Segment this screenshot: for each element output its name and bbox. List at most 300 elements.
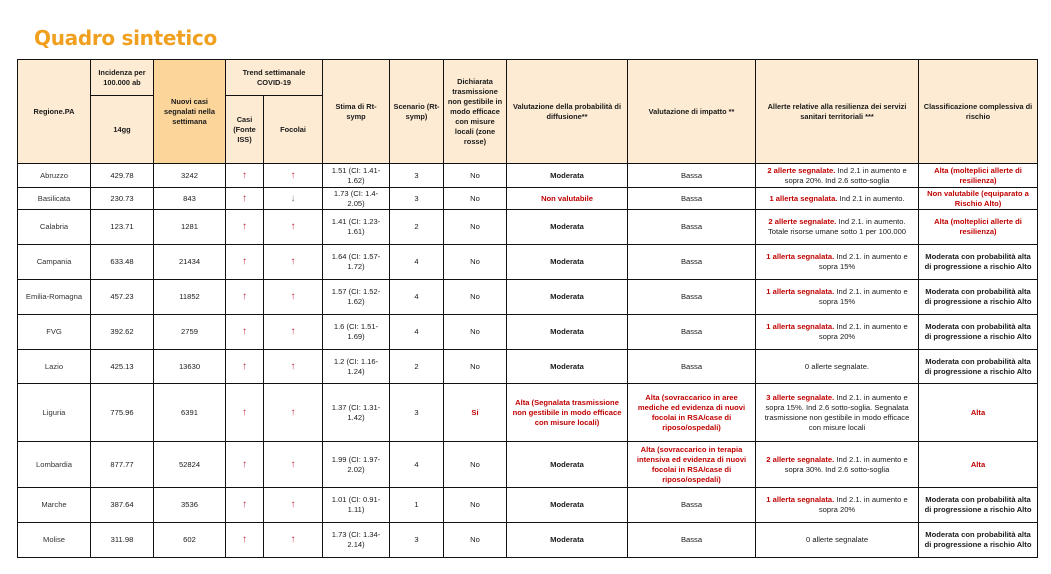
cell-stima [323,210,390,245]
alert-detail: Ind 2.1. in aumento e sopra 15% [818,287,908,306]
cell-regione-text: Marche [41,500,67,509]
cell-probabilita-text: Moderata [550,257,584,266]
cell-scenario [390,315,444,350]
cell-classificazione [919,350,1038,384]
cell-scenario-text: 3 [414,170,419,180]
arrow-up-icon: ↑ [242,406,247,418]
cell-nuovi-casi [154,164,226,188]
cell-probabilita [507,315,628,350]
cell-focolai-trend [264,315,323,350]
cell-scenario-text: 3 [414,535,419,544]
cell-nuovi-casi-text: 52824 [178,459,201,469]
cell-casi-trend [226,280,264,315]
cell-probabilita [507,188,628,210]
cell-regione [18,442,91,488]
arrow-up-icon: ↑ [290,360,296,372]
cell-dichiarata-text: No [470,193,480,203]
cell-stima [323,188,390,210]
cell-nuovi-casi [154,210,226,245]
cell-stima [323,164,390,188]
table-row [18,164,1038,188]
cell-incidenza [91,350,154,384]
cell-dichiarata-text: No [470,459,480,469]
cell-allerte [756,350,919,384]
cell-classificazione [919,245,1038,280]
cell-stima-text: 1.01 (CI: 0.91-1.11) [331,495,381,514]
cell-incidenza [91,164,154,188]
cell-nuovi-casi-text: 11852 [179,292,200,301]
header-impatto: Valutazione di impatto ** [628,60,756,164]
cell-dichiarata [444,280,507,315]
header-casi: Casi (Fonte ISS) [226,96,264,164]
cell-regione [18,164,91,188]
cell-incidenza-text: 633.48 [110,257,134,266]
alert-detail: Ind 2.1. in aumento e sopra 20% [818,322,908,341]
cell-classificazione-text: Alta [970,459,986,469]
cell-focolai-trend [264,188,323,210]
cell-allerte [756,384,919,442]
cell-allerte [756,280,919,315]
cell-nuovi-casi [154,488,226,523]
arrow-up-icon: ↑ [290,256,296,267]
alert-count: 1 allerta segnalata. [766,287,835,296]
table-row [18,210,1038,245]
cell-probabilita [507,210,628,245]
header-incidenza: Incidenza per 100.000 ab [91,60,154,96]
cell-scenario-text: 2 [414,361,419,371]
cell-incidenza-text: 775.96 [110,407,134,417]
cell-nuovi-casi-text: 843 [183,193,196,203]
cell-incidenza-text: 425.13 [110,361,134,371]
header-nuovi-casi: Nuovi casi segnalati nella settimana [154,60,226,164]
cell-dichiarata [444,442,507,488]
cell-incidenza [91,315,154,350]
cell-dichiarata [444,384,507,442]
arrow-up-icon: ↑ [290,458,296,470]
cell-incidenza-text: 429.78 [110,170,134,180]
cell-scenario-text: 3 [414,407,419,417]
cell-probabilita-text: Moderata [550,361,584,371]
arrow-up-icon: ↑ [242,534,247,545]
cell-casi-trend [226,188,264,210]
cell-impatto-text: Bassa [680,500,703,509]
header-incidenza-14gg: 14gg [91,96,154,164]
arrow-up-icon: ↑ [290,169,296,181]
cell-incidenza [91,188,154,210]
cell-classificazione-text: Moderata con probabilità alta di progressione a rischio Alto [924,356,1032,376]
table-row [18,188,1038,210]
cell-probabilita-text: Moderata [550,327,584,336]
cell-dichiarata-text: No [470,361,480,371]
table-row [18,442,1038,488]
alert-detail: Ind 2.1. in aumento e sopra 30%. Ind 2.6 sotto-soglia [784,454,908,474]
cell-dichiarata [444,315,507,350]
alert-detail: 0 allerte segnalate [805,535,869,544]
cell-impatto-text: Bassa [680,535,703,544]
cell-scenario-text: 4 [414,459,419,469]
cell-probabilita [507,164,628,188]
cell-regione [18,488,91,523]
cell-classificazione [919,384,1038,442]
alert-count: 3 allerte segnalate. [766,392,835,402]
cell-impatto [628,350,756,384]
cell-regione [18,210,91,245]
cell-impatto [628,245,756,280]
table-row [18,384,1038,442]
cell-nuovi-casi [154,523,226,558]
cell-nuovi-casi [154,315,226,350]
cell-classificazione-text: Moderata con probabilità alta di progressione a rischio Alto [924,530,1032,549]
header-trend: Trend settimanale COVID-19 [226,60,323,96]
arrow-up-icon: ↑ [242,499,247,510]
cell-focolai-trend [264,384,323,442]
cell-probabilita-text: Moderata [550,535,584,544]
arrow-up-icon: ↑ [242,192,247,204]
cell-nuovi-casi-text: 21434 [178,257,201,266]
cell-incidenza [91,523,154,558]
cell-regione-text: Molise [43,535,65,544]
cell-classificazione [919,488,1038,523]
table-header [18,60,1038,164]
cell-stima-text: 1.2 (CI: 1.16-1.24) [333,356,379,376]
cell-classificazione-text: Moderata con probabilità alta di progressione a rischio Alto [924,287,1032,306]
alert-detail: 0 allerte segnalate. [804,361,870,371]
cell-stima [323,315,390,350]
arrow-up-icon: ↑ [290,406,296,418]
cell-impatto-text: Alta (sovraccarico in aree mediche ed evidenza di nuovi focolai in RSA/case di riposo/ospedali) [637,392,746,432]
table-row [18,350,1038,384]
cell-probabilita [507,488,628,523]
alert-detail: Ind 2.1. in aumento e sopra 15%. Ind 2.6 sotto-soglia. Segnalata trasmissione non gestibile in modo efficace con misure locali [764,392,910,432]
cell-dichiarata [444,188,507,210]
cell-impatto-text: Bassa [680,170,703,180]
cell-classificazione [919,280,1038,315]
cell-dichiarata [444,350,507,384]
cell-classificazione [919,523,1038,558]
cell-allerte [756,164,919,188]
cell-regione-text: FVG [46,327,62,336]
cell-allerte [756,488,919,523]
cell-impatto [628,280,756,315]
cell-probabilita [507,523,628,558]
alert-count: 2 allerte segnalate. [767,165,836,175]
cell-casi-trend [226,245,264,280]
cell-impatto-text: Bassa [680,257,703,266]
cell-nuovi-casi [154,442,226,488]
cell-nuovi-casi [154,280,226,315]
cell-regione-text: Basilicata [37,193,71,203]
cell-dichiarata [444,523,507,558]
cell-allerte [756,245,919,280]
cell-nuovi-casi [154,188,226,210]
cell-impatto-text: Bassa [680,222,703,231]
cell-impatto [628,210,756,245]
arrow-up-icon: ↑ [290,221,296,232]
cell-scenario [390,523,444,558]
cell-focolai-trend [264,488,323,523]
cell-scenario [390,245,444,280]
cell-focolai-trend [264,442,323,488]
alert-count: 2 allerte segnalate. [766,454,835,464]
cell-stima [323,245,390,280]
cell-impatto [628,384,756,442]
cell-casi-trend [226,164,264,188]
cell-regione [18,350,91,384]
cell-regione-text: Emilia-Romagna [25,292,83,301]
cell-nuovi-casi-text: 3242 [181,170,198,180]
cell-scenario [390,188,444,210]
cell-classificazione-text: Non valutabile (equiparato a Rischio Alto) [927,188,1029,208]
cell-regione [18,523,91,558]
cell-dichiarata-text: Si [471,407,479,417]
cell-scenario [390,280,444,315]
cell-regione-text: Liguria [42,407,66,417]
cell-probabilita-text: Alta (Segnalata trasmissione non gestibile in modo efficace con misure locali) [512,397,622,427]
cell-allerte [756,188,919,210]
cell-incidenza [91,210,154,245]
cell-casi-trend [226,315,264,350]
cell-impatto-text: Bassa [680,193,703,203]
table-row [18,315,1038,350]
cell-stima [323,280,390,315]
cell-scenario-text: 2 [414,222,419,231]
cell-allerte [756,210,919,245]
cell-dichiarata [444,164,507,188]
cell-incidenza [91,245,154,280]
cell-stima-text: 1.41 (CI: 1.23-1.61) [331,217,381,236]
cell-casi-trend [226,442,264,488]
cell-regione [18,188,91,210]
table-row [18,488,1038,523]
cell-impatto-text: Bassa [680,327,703,336]
cell-incidenza-text: 123.71 [110,222,134,231]
header-scenario: Scenario (Rt-symp) [390,60,444,164]
cell-allerte [756,523,919,558]
arrow-up-icon: ↑ [290,291,296,302]
cell-impatto [628,164,756,188]
cell-classificazione [919,210,1038,245]
alert-count: 1 allerta segnalata. [766,495,835,504]
table-row [18,245,1038,280]
cell-casi-trend [226,523,264,558]
cell-focolai-trend [264,164,323,188]
cell-dichiarata [444,210,507,245]
alert-detail: Ind 2.1 in aumento e sopra 20%. Ind 2.6 sotto-soglia [784,165,907,185]
cell-stima [323,488,390,523]
arrow-up-icon: ↑ [242,256,247,267]
cell-dichiarata-text: No [470,535,480,544]
cell-dichiarata [444,245,507,280]
header-classificazione: Classificazione complessiva di rischio [919,60,1038,164]
cell-probabilita-text: Moderata [550,459,584,469]
cell-scenario [390,210,444,245]
cell-nuovi-casi-text: 3536 [181,500,198,509]
cell-focolai-trend [264,210,323,245]
cell-impatto [628,488,756,523]
cell-allerte [756,442,919,488]
cell-stima-text: 1.57 (CI: 1.52-1.62) [331,287,381,306]
cell-casi-trend [226,210,264,245]
page-title: Quadro sintetico [34,26,217,50]
cell-regione-text: Calabria [39,222,69,231]
cell-impatto [628,442,756,488]
cell-regione-text: Campania [36,257,72,266]
cell-probabilita-text: Moderata [550,500,584,509]
cell-incidenza [91,384,154,442]
cell-probabilita [507,384,628,442]
alert-count: 1 allerta segnalata. [766,252,835,261]
cell-classificazione [919,164,1038,188]
cell-impatto-text: Alta (sovraccarico in terapia intensiva ed evidenza di nuovi focolai in RSA/case di riposo/ospedali) [636,444,747,484]
cell-probabilita [507,245,628,280]
header-focolai: Focolai [264,96,323,164]
cell-dichiarata-text: No [470,292,480,301]
arrow-up-icon: ↑ [290,499,296,510]
cell-classificazione-text: Moderata con probabilità alta di progressione a rischio Alto [924,495,1032,514]
cell-regione [18,280,91,315]
alert-count: 2 allerte segnalate. [768,217,837,226]
cell-nuovi-casi-text: 13630 [178,361,201,371]
cell-regione-text: Lazio [44,361,64,371]
cell-focolai-trend [264,350,323,384]
cell-scenario [390,350,444,384]
alert-detail: Ind 2.1. in aumento. Totale risorse umane sotto 1 per 100.000 [767,217,907,236]
header-regione: Regione.PA [18,60,91,164]
arrow-up-icon: ↑ [242,360,247,372]
table-body [18,164,1038,558]
cell-scenario-text: 4 [414,257,419,266]
cell-classificazione [919,188,1038,210]
cell-scenario-text: 3 [414,193,419,203]
cell-nuovi-casi-text: 2759 [181,327,198,336]
cell-nuovi-casi-text: 602 [183,535,196,544]
cell-incidenza [91,280,154,315]
header-stima: Stima di Rt-symp [323,60,390,164]
cell-incidenza [91,488,154,523]
cell-incidenza-text: 457.23 [110,292,134,301]
cell-dichiarata-text: No [470,170,480,180]
cell-stima-text: 1.37 (CI: 1.31-1.42) [331,402,381,422]
alert-detail: Ind 2.1. in aumento e sopra 15% [818,252,908,271]
cell-regione [18,245,91,280]
cell-incidenza-text: 877.77 [110,459,134,469]
cell-scenario [390,384,444,442]
cell-nuovi-casi [154,350,226,384]
cell-probabilita [507,350,628,384]
cell-stima [323,384,390,442]
cell-dichiarata-text: No [470,222,480,231]
cell-incidenza-text: 387.64 [110,500,134,509]
cell-classificazione-text: Moderata con probabilità alta di progressione a rischio Alto [924,322,1032,341]
cell-stima-text: 1.99 (CI: 1.97-2.02) [331,454,381,474]
arrow-down-icon: ↓ [290,192,296,204]
alert-detail: Ind 2.1 in aumento. [839,193,905,203]
cell-scenario [390,442,444,488]
cell-casi-trend [226,350,264,384]
cell-nuovi-casi [154,384,226,442]
cell-nuovi-casi [154,245,226,280]
cell-casi-trend [226,488,264,523]
cell-probabilita-text: Moderata [550,292,584,301]
arrow-up-icon: ↑ [242,326,247,337]
cell-classificazione [919,315,1038,350]
cell-probabilita-text: Non valutabile [541,193,593,203]
cell-probabilita [507,280,628,315]
header-allerte: Allerte relative alla resilienza dei servizi sanitari territoriali *** [756,60,919,164]
cell-focolai-trend [264,523,323,558]
cell-stima-text: 1.64 (CI: 1.57-1.72) [331,252,381,271]
arrow-up-icon: ↑ [290,534,296,545]
cell-incidenza-text: 311.98 [110,535,134,544]
cell-classificazione [919,442,1038,488]
cell-nuovi-casi-text: 6391 [181,407,198,417]
cell-incidenza-text: 392.62 [110,327,134,336]
cell-regione-text: Abruzzo [40,170,68,180]
cell-incidenza [91,442,154,488]
cell-scenario-text: 1 [414,500,419,509]
cell-probabilita [507,442,628,488]
table-row [18,523,1038,558]
summary-table [17,59,1038,558]
cell-dichiarata-text: No [470,327,480,336]
alert-count: 1 allerta segnalata. [769,193,838,203]
cell-focolai-trend [264,245,323,280]
cell-stima-text: 1.73 (CI: 1.4-2.05) [333,188,379,208]
cell-incidenza-text: 230.73 [110,193,134,203]
cell-stima-text: 1.73 (CI: 1.34-2.14) [331,530,381,549]
cell-stima-text: 1.6 (CI: 1.51-1.69) [333,322,379,341]
cell-dichiarata-text: No [470,500,480,509]
arrow-up-icon: ↑ [242,291,247,302]
cell-scenario-text: 4 [414,327,419,336]
cell-allerte [756,315,919,350]
cell-classificazione-text: Alta (molteplici allerte di resilienza) [934,165,1022,185]
arrow-up-icon: ↑ [290,326,296,337]
cell-classificazione-text: Alta [970,407,986,417]
cell-regione [18,384,91,442]
cell-focolai-trend [264,280,323,315]
arrow-up-icon: ↑ [242,169,247,181]
cell-impatto-text: Bassa [680,292,703,301]
cell-impatto [628,523,756,558]
arrow-up-icon: ↑ [242,221,247,232]
alert-detail: Ind 2.1. in aumento e sopra 20% [818,495,908,514]
table-row [18,280,1038,315]
cell-casi-trend [226,384,264,442]
cell-stima [323,442,390,488]
cell-probabilita-text: Moderata [550,222,584,231]
cell-stima [323,350,390,384]
cell-classificazione-text: Alta (molteplici allerte di resilienza) [934,217,1022,236]
cell-impatto [628,188,756,210]
cell-dichiarata [444,488,507,523]
cell-regione-text: Lombardia [36,459,72,469]
cell-dichiarata-text: No [470,257,480,266]
arrow-up-icon: ↑ [242,458,247,470]
alert-count: 1 allerta segnalata. [766,322,835,331]
cell-probabilita-text: Moderata [550,170,584,180]
header-probabilita: Valutazione della probabilità di diffusione** [507,60,628,164]
cell-impatto-text: Bassa [680,361,703,371]
cell-scenario [390,164,444,188]
cell-scenario-text: 4 [414,292,419,301]
cell-stima [323,523,390,558]
cell-regione [18,315,91,350]
header-dichiarata: Dichiarata trasmissione non gestibile in modo efficace con misure locali (zone rosse) [444,60,507,164]
cell-classificazione-text: Moderata con probabilità alta di progressione a rischio Alto [924,252,1032,271]
cell-stima-text: 1.51 (CI: 1.41-1.62) [331,165,381,185]
cell-impatto [628,315,756,350]
